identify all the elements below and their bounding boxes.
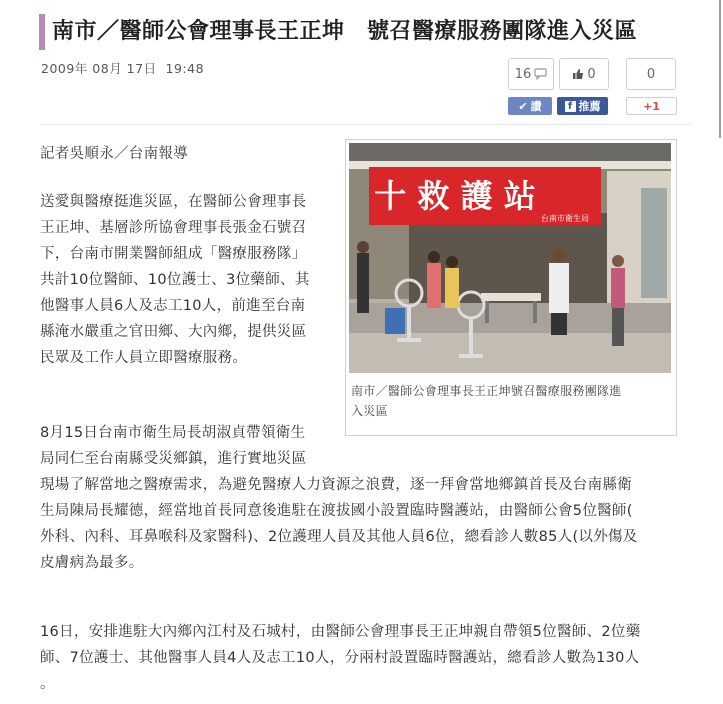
facebook-recommend-button[interactable] xyxy=(557,97,608,115)
text-line: 送愛與醫療挺進災區，在醫師公會理事長 xyxy=(40,194,307,210)
banner-text: 十 救 護 站 xyxy=(374,177,536,215)
text-line: 。 xyxy=(40,676,55,692)
text-line: 皮膚病為最多。 xyxy=(40,555,144,571)
share-count: 16 xyxy=(514,66,532,82)
paragraph-2 xyxy=(40,420,638,576)
text-line: 縣淹水嚴重之官田鄉、大內鄉，提供災區 xyxy=(40,324,307,340)
fb-label: 推薦 xyxy=(578,100,601,113)
window-edge xyxy=(719,0,721,138)
text-line: 共計10位醫師、10位護士、3位藥師、其 xyxy=(40,272,310,288)
text-line: 生局陳局長耀德，經當地首長同意後進駐在渡拔國小設置臨時醫護站，由醫師公會5位醫師( xyxy=(40,503,633,519)
paragraph-1 xyxy=(40,189,310,371)
caption-line: 入災區 xyxy=(351,404,388,418)
text-line: 外科、內科、耳鼻喉科及家醫科)、2位護理人員及其他人員6位，總看診人數85人(以外傷及 xyxy=(40,529,638,545)
caption-line: 南市／醫師公會理事長王正坤號召醫療服務團隊進 xyxy=(351,384,622,398)
thumbs-up-icon xyxy=(572,68,584,80)
text-line: 王正坤、基層診所協會理事長張金石號召 xyxy=(40,220,307,236)
share-count-box[interactable] xyxy=(508,58,554,90)
article-date: 2009年 08月 17日 19:48 xyxy=(41,61,205,76)
text-line: 局同仁至台南縣受災鄉鎮，進行實地災區 xyxy=(40,451,307,467)
check-icon: ✔ xyxy=(518,99,528,113)
photo-scene xyxy=(349,143,671,373)
header-divider xyxy=(40,124,690,125)
paragraph-3 xyxy=(40,619,641,697)
title-accent-bar xyxy=(39,14,45,50)
text-line: 民眾及工作人員立即醫療服務。 xyxy=(40,350,248,366)
text-line: 他醫事人員6人及志工10人，前進至台南 xyxy=(40,298,306,314)
banner-sub: 台南市衛生局 xyxy=(541,214,589,223)
like-button[interactable] xyxy=(508,97,552,115)
text-line: 師、7位護士、其他醫事人員4人及志工10人，分兩村設置臨時醫護站，總看診人數為130人 xyxy=(40,650,640,666)
article-title: 南市／醫師公會理事長王正坤 號召醫療服務團隊進入災區 xyxy=(52,19,638,44)
google-plus-button[interactable] xyxy=(626,97,677,115)
text-line: 現場了解當地之醫療需求，為避免醫療人力資源之浪費，逐一拜會當地鄉鎮首長及台南縣衛 xyxy=(40,477,632,493)
text-line: 16日，安排進駐大內鄉內江村及石城村，由醫師公會理事長王正坤親自帶領5位醫師、2位藥 xyxy=(40,624,641,640)
like-count: 0 xyxy=(587,66,596,82)
photo-caption xyxy=(351,381,669,421)
gplus-count-box[interactable] xyxy=(626,58,676,90)
google-plus-icon: +1 xyxy=(643,99,660,113)
gplus-count: 0 xyxy=(646,66,656,82)
comment-icon xyxy=(534,68,547,80)
text-line: 下，台南市開業醫師組成「醫療服務隊」 xyxy=(40,246,307,262)
like-label: 讚 xyxy=(530,100,542,113)
like-count-box[interactable] xyxy=(559,58,609,90)
article-photo[interactable] xyxy=(349,143,671,373)
facebook-icon: f xyxy=(565,101,576,112)
byline: 記者吳順永／台南報導 xyxy=(40,146,188,162)
text-line: 8月15日台南市衛生局長胡淑貞帶領衛生 xyxy=(40,425,306,441)
